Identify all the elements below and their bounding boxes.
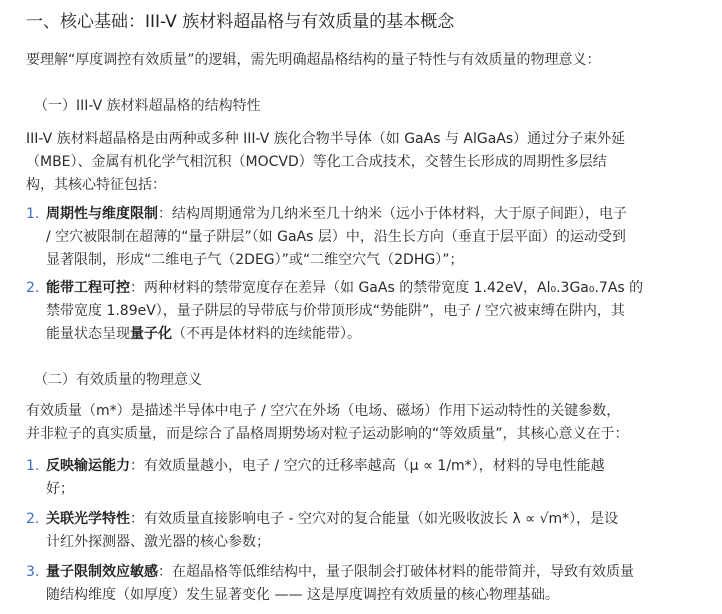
list-item-title: 能带工程可控 [46, 280, 130, 296]
paragraph-line: 构，其核心特征包括： [26, 177, 166, 193]
list-item-text: ：结构周期通常为几纳米至几十纳米（远小于体材料，大于原子间距），电子 [158, 206, 627, 222]
list-item-text: 能量状态呈现 [46, 326, 130, 342]
list-number: 1. [26, 206, 40, 222]
list-item-title: 量子限制效应敏感 [46, 564, 158, 580]
list-number: 2. [26, 511, 40, 527]
list-item-title: 反映输运能力 [46, 458, 130, 474]
list-item-text: ：有效质量越小，电子 / 空穴的迁移率越高（μ ∝ 1/m*），材料的导电性能越 [130, 458, 605, 474]
list-item-text: 计红外探测器、激光器的核心参数； [46, 534, 270, 550]
section-heading: 一、核心基础：III-V 族材料超晶格与有效质量的基本概念 [26, 12, 455, 32]
list-item-text: / 空穴被限制在超薄的“量子阱层”（如 GaAs 层）中，沿生长方向（垂直于层平面）的运动受到 [46, 229, 626, 245]
list-item-text: 好； [46, 481, 74, 497]
subsection-title-structure: （一）III-V 族材料超晶格的结构特性 [34, 98, 261, 114]
list-item-text: 随结构维度（如厚度）发生显著变化 —— 这是厚度调控有效质量的核心物理基础。 [46, 587, 559, 603]
emphasis-text: 量子化 [130, 326, 172, 342]
list-number: 2. [26, 280, 40, 296]
list-item-text: ：有效质量直接影响电子 - 空穴对的复合能量（如光吸收波长 λ ∝ √m*），是设 [130, 511, 619, 527]
paragraph-line: （MBE）、金属有机化学气相沉积（MOCVD）等化工合成技术，交替生长形成的周期性多层结 [26, 154, 607, 170]
subsection-title-effective-mass: （二）有效质量的物理意义 [34, 372, 202, 388]
list-item-text: 禁带宽度 1.89eV），量子阱层的导带底与价带顶形成“势能阱”，电子 / 空穴被束缚在阱内，其 [46, 303, 625, 319]
paragraph-line: III-V 族材料超晶格是由两种或多种 III-V 族化合物半导体（如 GaAs 与 AlGaAs）通过分子束外延 [26, 131, 626, 147]
list-item-text: （不再是体材料的连续能带）。 [172, 326, 361, 342]
list-item-text: ：在超晶格等低维结构中，量子限制会打破体材料的能带简并，导致有效质量 [158, 564, 634, 580]
structure-paragraph [26, 128, 706, 197]
list-item-title: 周期性与维度限制 [46, 206, 158, 222]
list-item-text: ：两种材料的禁带宽度存在差异（如 GaAs 的禁带宽度 1.42eV，Al₀.3Ga₀.7As 的 [130, 280, 644, 296]
list-item-text: 显著限制，形成“二维电子气（2DEG）”或“二维空穴气（2DHG）”； [46, 252, 464, 268]
list-number: 3. [26, 564, 40, 580]
list-number: 1. [26, 458, 40, 474]
effective-mass-paragraph [26, 400, 706, 446]
paragraph-line: 有效质量（m*）是描述半导体中电子 / 空穴在外场（电场、磁场）作用下运动特性的关键参数， [26, 403, 621, 419]
list-item-title: 关联光学特性 [46, 511, 130, 527]
intro-paragraph: 要理解“厚度调控有效质量”的逻辑，需先明确超晶格结构的量子特性与有效质量的物理意义： [26, 52, 601, 68]
paragraph-line: 并非粒子的真实质量，而是综合了晶格周期势场对粒子运动影响的“等效质量”，其核心意义在于： [26, 426, 629, 442]
